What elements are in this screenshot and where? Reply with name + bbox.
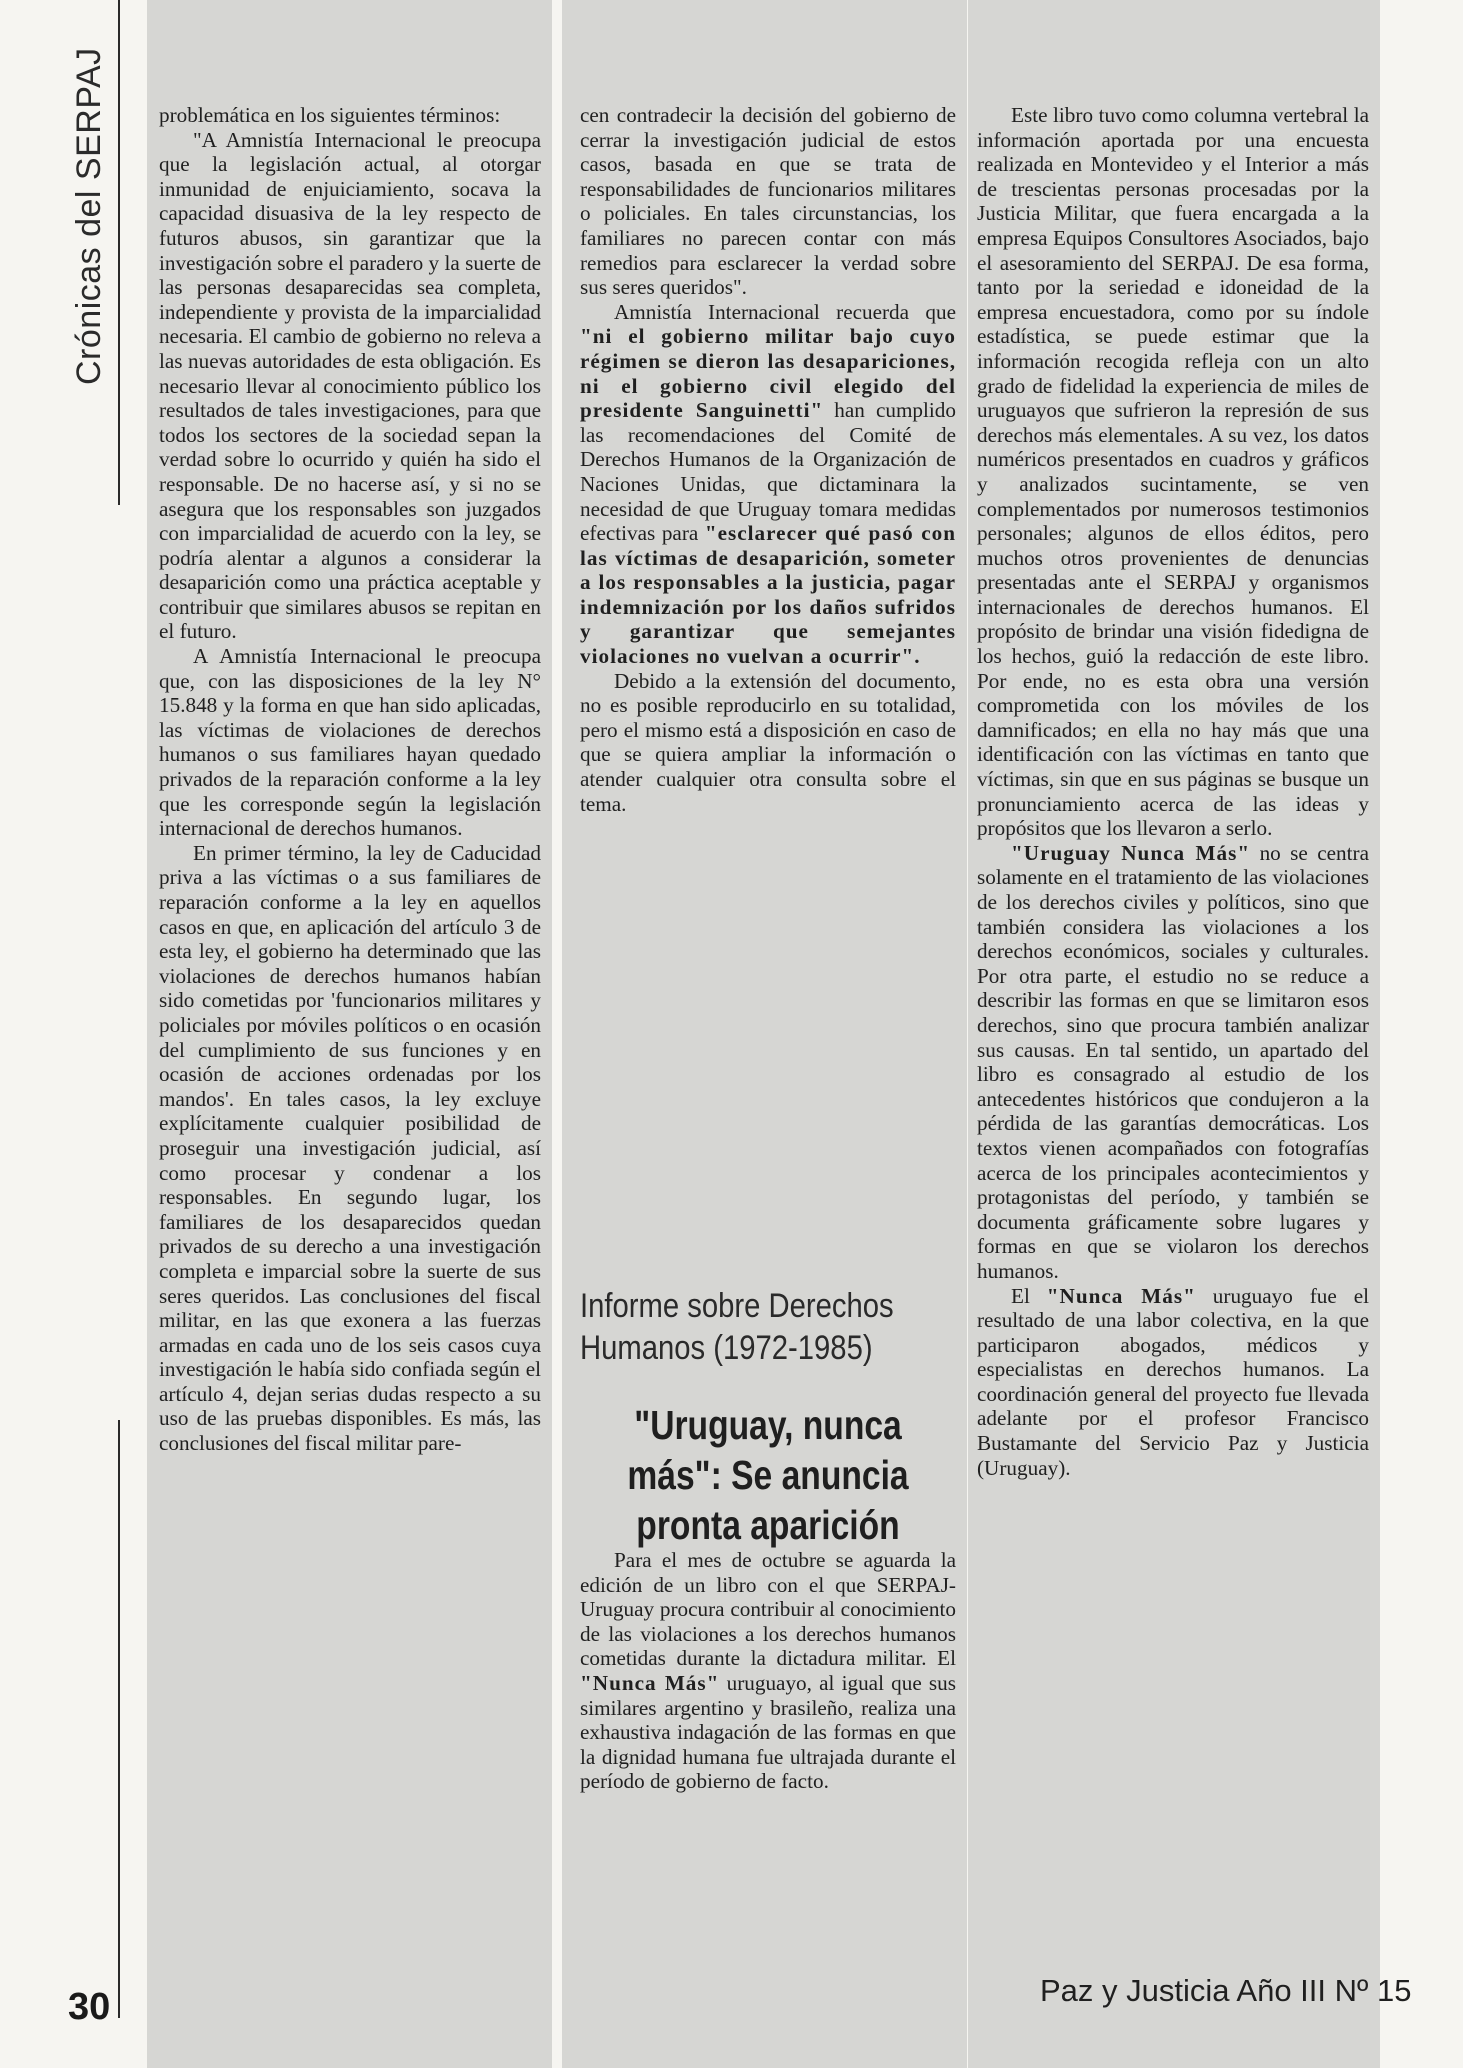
emphasized-title: "Uruguay Nunca Más" (1011, 840, 1251, 865)
paragraph (977, 1284, 1369, 1481)
paragraph: En primer término, la ley de Caducidad priva a las víctimas o a sus familiares de reparación conforme a la ley en aquellos casos en que, en aplicación del artículo 3 de esta ley, el gobierno ha determinado que las violaciones de derechos humanos habían sido cometidas por 'funcionarios militares y policiales por móviles políticos o en ocasión del cumplimiento de sus funciones y en ocasión de acciones ordenadas por los mandos'. En tales casos, la ley excluye explícitamente cualquier posibilidad de proseguir una investigación judicial, así como procesar y condenar a los responsables. En segundo lugar, los familiares de los desaparecidos quedan privados de su derecho a una investigación completa e imparcial sobre la suerte de sus seres queridos. Las conclusiones del fiscal militar, en las que exonera a las fuerzas armadas en cada uno de los seis casos cuya investigación le había sido confiada según el artículo 4, dejan serias dudas respecto a su uso de las pruebas disponibles. Es más, las conclusiones del fiscal militar pare- (159, 840, 541, 1456)
paragraph-text: El (1011, 1283, 1047, 1308)
column-1 (159, 103, 541, 1456)
article-headline: "Uruguay, nunca más": Se anuncia pronta aparición (627, 1402, 909, 1548)
paragraph (580, 1548, 956, 1794)
footer-publication: Paz y Justicia Año III Nº 15 (1040, 1973, 1412, 2008)
paragraph: Debido a la extensión del documento, no es posible reproducirlo en su totalidad, pero el mismo está a disposición en caso de que se quiera ampliar la información o atender cualquier otra consulta sobre el tema. (580, 668, 956, 816)
article-kicker: Informe sobre Derechos Humanos (1972-1985) (580, 1287, 894, 1367)
paragraph-text: no se centra solamente en el tratamiento de las violaciones de los derechos civiles y políticos, sino que también considera las violaciones a los derechos económicos, sociales y culturales. Por otra parte, el estudio no se reduce a describir las formas en que se limitaron esos derechos, sino que procura también analizar sus causas. En tal sentido, un apartado del libro es consagrado al estudio de los antecedentes históricos que condujeron a la pérdida de las garantías democráticas. Los textos vienen acompañados con fotografías acerca de los principales acontecimientos y protagonistas del período, y también se documenta gráficamente sobre lugares y formas en que se violaron los derechos humanos. (977, 840, 1370, 1283)
emphasized-title: "Nunca Más" (1046, 1283, 1196, 1308)
column-3 (977, 103, 1369, 1480)
running-head: Crónicas del SERPAJ (70, 47, 108, 385)
emphasized-title: "Nunca Más" (580, 1670, 720, 1695)
paragraph: cen contradecir la decisión del gobierno de cerrar la investigación judicial de estos casos, basada en que se trata de responsabilidades de funcionarios militares o policiales. En tales circunstancias, los familiares no parecen contar con más remedios para esclarecer la verdad sobre sus seres queridos". (580, 103, 956, 300)
paragraph (977, 841, 1369, 1284)
margin-rule-bottom (118, 1420, 120, 2018)
paragraph: problemática en los siguientes términos: (159, 103, 501, 127)
paragraph (580, 300, 956, 669)
paragraph: Este libro tuvo como columna vertebral la información aportada por una encuesta realizada en Montevideo y el Interior a más de trescientas personas procesadas por la Justicia Militar, que fuera encargada a la empresa Equipos Consultores Asociados, bajo el asesoramiento del SERPAJ. De esa forma, tanto por la seriedad e idoneidad de la empresa encuestadora, como por su índole estadística, se puede estimar que la información recogida refleja con un alto grado de fidelidad la experiencia de miles de uruguayos que sufrieron la represión de sus derechos más elementales. A su vez, los datos numéricos presentados en cuadros y gráficos y analizados sucintamente, se ven complementados por numerosos testimonios personales; algunos de ellos éditos, pero muchos otros provenientes de denuncias presentadas ante el SERPAJ y organismos internacionales de derechos humanos. El propósito de brindar una visión fidedigna de los hechos, guió la redacción de este libro. Por ende, no es esta obra una versión comprometida con los móviles de los damnificados; en ella no hay más que una identificación con las víctimas en tanto que víctimas, sin que en sus páginas se busque un pronunciamiento acerca de las ideas y propósitos que los llevaron a serlo. (977, 103, 1369, 841)
paragraph-text: uruguayo fue el resultado de una labor colectiva, en la que participaron abogados, médicos y especialistas en derechos humanos. La coordinación general del proyecto fue llevada adelante por el profesor Francisco Bustamante del Servicio Paz y Justicia (Uruguay). (977, 1283, 1369, 1480)
paragraph: A Amnistía Internacional le preocupa que, con las disposiciones de la ley N° 15.848 y la forma en que han sido aplicadas, las víctimas de violaciones de derechos humanos o sus familiares hayan quedado privados de la reparación conforme a la ley que les corresponde según la legislación internacional de derechos humanos. (159, 644, 541, 841)
emphasized-quote: "esclarecer qué pasó con las víctimas de desaparición, someter a los responsables a la justicia, pagar indemnización por los daños sufridos y garantizar que semejantes violaciones no vuelvan a ocurrir". (580, 521, 956, 669)
paragraph-text: Para el mes de octubre se aguarda la edición de un libro con el que SERPAJ-Uruguay procura contribuir al conocimiento de las violaciones a los derechos humanos cometidas durante la dictadura militar. El (580, 1548, 956, 1671)
paragraph-text: Amnistía Internacional recuerda que (614, 299, 956, 324)
paragraph-text: han cumplido las recomendaciones del Comité de Derechos Humanos de la Organización de Naciones Unidas, que dictaminara la necesidad de que Uruguay tomara medidas efectivas para (580, 398, 956, 546)
page-number: 30 (68, 1986, 111, 2028)
article-intro (580, 1548, 956, 1794)
paragraph-text: uruguayo, al igual que sus similares argentino y brasileño, realiza una exhaustiva indagación de las formas en que la dignidad humana fue ultrajada durante el período de gobierno de facto. (580, 1670, 956, 1794)
margin-rule-top (118, 0, 120, 505)
column-2 (580, 103, 956, 816)
emphasized-quote: "ni el gobierno militar bajo cuyo régimen se dieron las desapariciones, ni el gobierno civil elegido del presidente Sanguinetti" (580, 324, 956, 423)
paragraph: "A Amnistía Internacional le preocupa que la legislación actual, al otorgar inmunidad de enjuiciamiento, socava la capacidad disuasiva de la ley respecto de futuros abusos, sin garantizar que la investigación sobre el paradero y la suerte de las personas desaparecidas sea completa, independiente y provista de la imparcialidad necesaria. El cambio de gobierno no releva a las nuevas autoridades de esta obligación. Es necesario llevar al conocimiento público los resultados de tales investigaciones, para que todos los sectores de la sociedad sepan la verdad sobre lo ocurrido y quién ha sido el responsable. De no hacerse así, y si no se asegura que los responsables son juzgados con imparcialidad de acuerdo con la ley, se podría alentar a algunos a considerar la desaparición como una práctica aceptable y contribuir que similares abusos se repitan en el futuro. (159, 127, 541, 644)
